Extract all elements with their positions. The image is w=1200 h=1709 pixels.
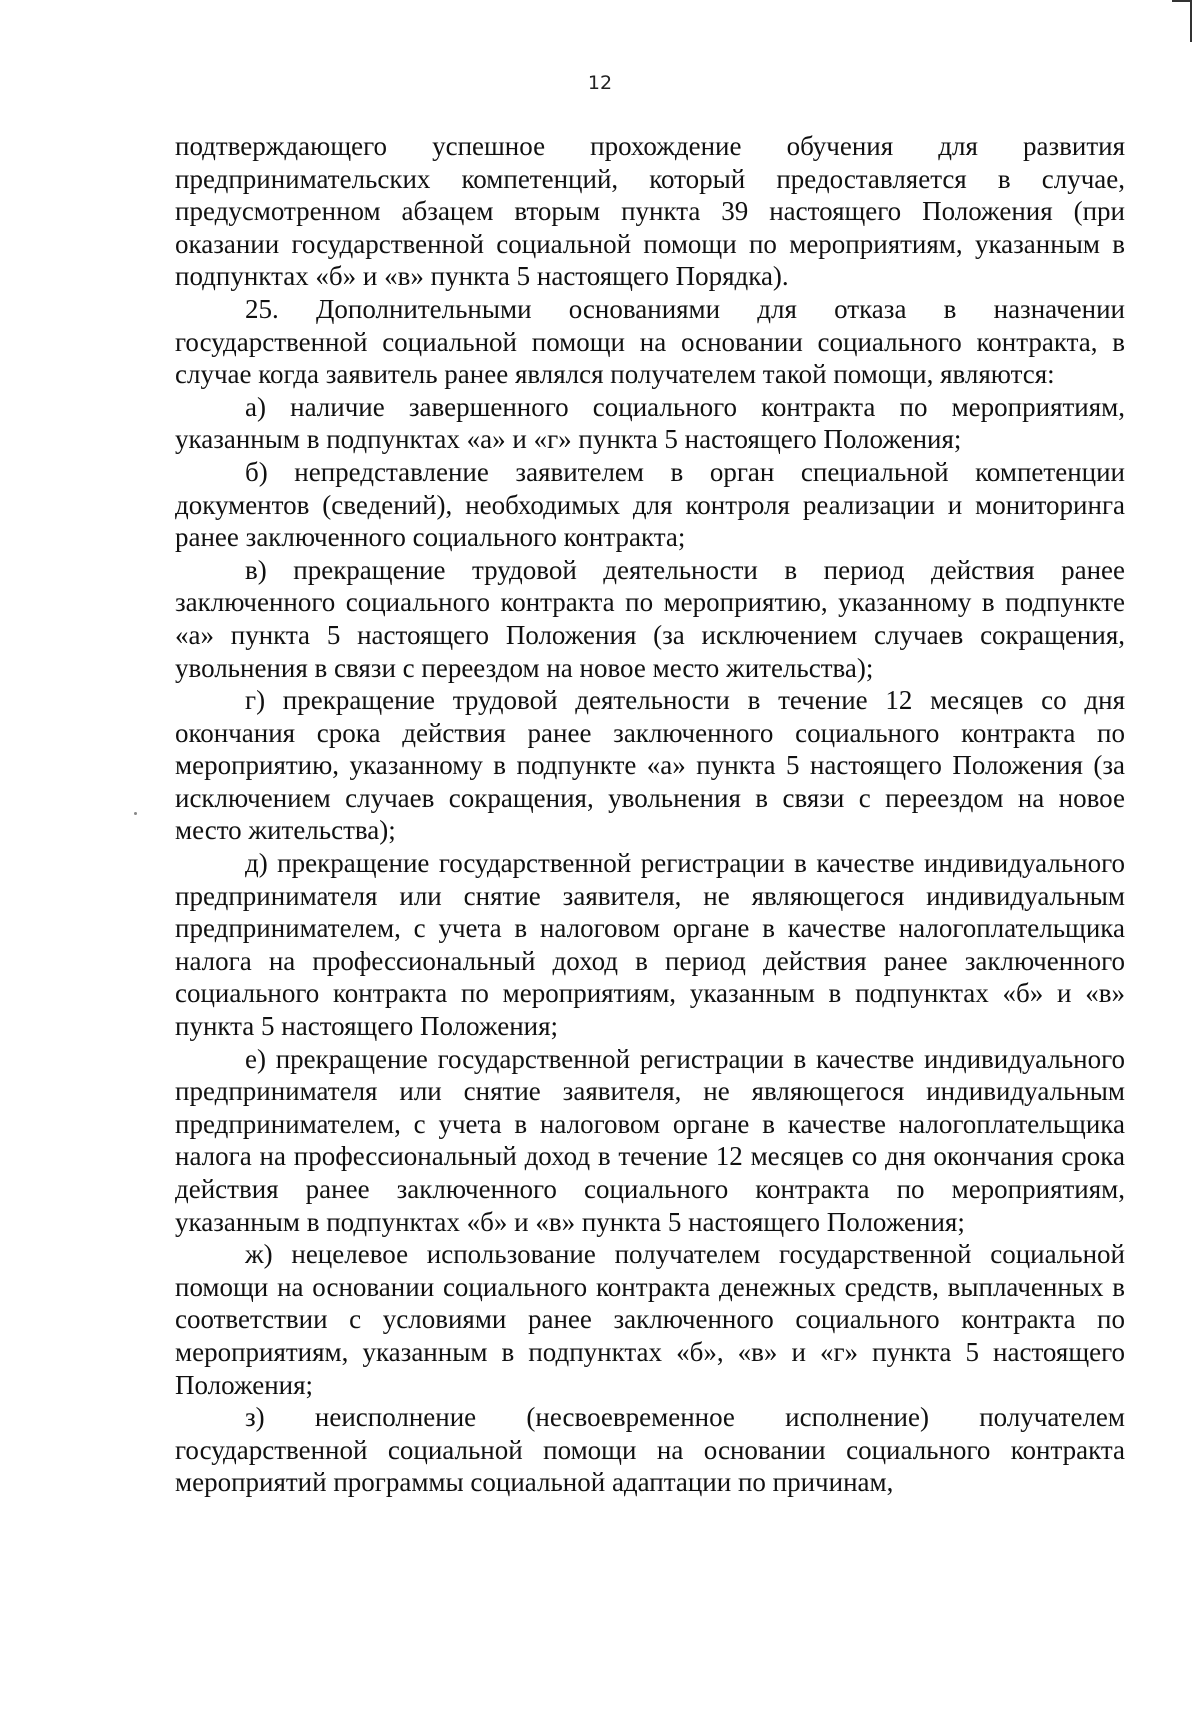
paragraph-subitem-v: в) прекращение трудовой деятельности в период действия ранее заключенного социального контракта по мероприятию, указанному в подпункте «а» пункта 5 настоящего Положения (за исключением случаев сокращения, увольнения в связи с переездом на новое место жительства);	[175, 554, 1125, 683]
page-number: 12	[587, 72, 613, 94]
paragraph-subitem-d: д) прекращение государственной регистрации в качестве индивидуального предпринимателя или снятие заявителя, не являющегося индивидуальным предпринимателем, с учета в налоговом органе в качестве налогоплательщика налога на профессиональный доход в период действия ранее заключенного социального контракта по мероприятиям, указанным в подпунктах «б» и «в» пункта 5 настоящего Положения;	[175, 848, 1125, 1042]
paragraph-continuation: подтверждающего успешное прохождение обучения для развития предпринимательских компетенций, который предоставляется в случае, предусмотренном абзацем вторым пункта 39 настоящего Положения (при оказании государственной социальной помощи по мероприятиям, указанным в подпунктах «б» и «в» пункта 5 настоящего Порядка).	[175, 131, 1125, 292]
paragraph-subitem-a: а) наличие завершенного социального контракта по мероприятиям, указанным в подпунктах «а» и «г» пункта 5 настоящего Положения;	[175, 391, 1125, 455]
page-corner-mark	[1172, 0, 1192, 42]
paragraph-subitem-g: г) прекращение трудовой деятельности в течение 12 месяцев со дня окончания срока действия ранее заключенного социального контракта по мероприятию, указанному в подпункте «а» пункта 5 настоящего Положения (за исключением случаев сокращения, увольнения в связи с переездом на новое место жительства);	[175, 685, 1125, 846]
paragraph-subitem-zh: ж) нецелевое использование получателем государственной социальной помощи на основании социального контракта денежных средств, выплаченных в соответствии с условиями ранее заключенного социального контракта по мероприятиям, указанным в подпунктах «б», «в» и «г» пункта 5 настоящего Положения;	[175, 1239, 1125, 1400]
document-body	[175, 130, 1125, 1499]
scan-artifact-dot	[134, 812, 137, 815]
paragraph-item-25: 25. Дополнительными основаниями для отказа в назначении государственной социальной помощи на основании социального контракта, в случае когда заявитель ранее являлся получателем такой помощи, являются:	[175, 293, 1125, 390]
paragraph-subitem-e: е) прекращение государственной регистрации в качестве индивидуального предпринимателя или снятие заявителя, не являющегося индивидуальным предпринимателем, с учета в налоговом органе в качестве налогоплательщика налога на профессиональный доход в течение 12 месяцев со дня окончания срока действия ранее заключенного социального контракта по мероприятиям, указанным в подпунктах «б» и «в» пункта 5 настоящего Положения;	[175, 1043, 1125, 1237]
paragraph-subitem-z: з) неисполнение (несвоевременное исполнение) получателем государственной социальной помощи на основании социального контракта мероприятий программы социальной адаптации по причинам,	[175, 1402, 1125, 1498]
paragraph-subitem-b: б) непредставление заявителем в орган специальной компетенции документов (сведений), необходимых для контроля реализации и мониторинга ранее заключенного социального контракта;	[175, 456, 1125, 553]
